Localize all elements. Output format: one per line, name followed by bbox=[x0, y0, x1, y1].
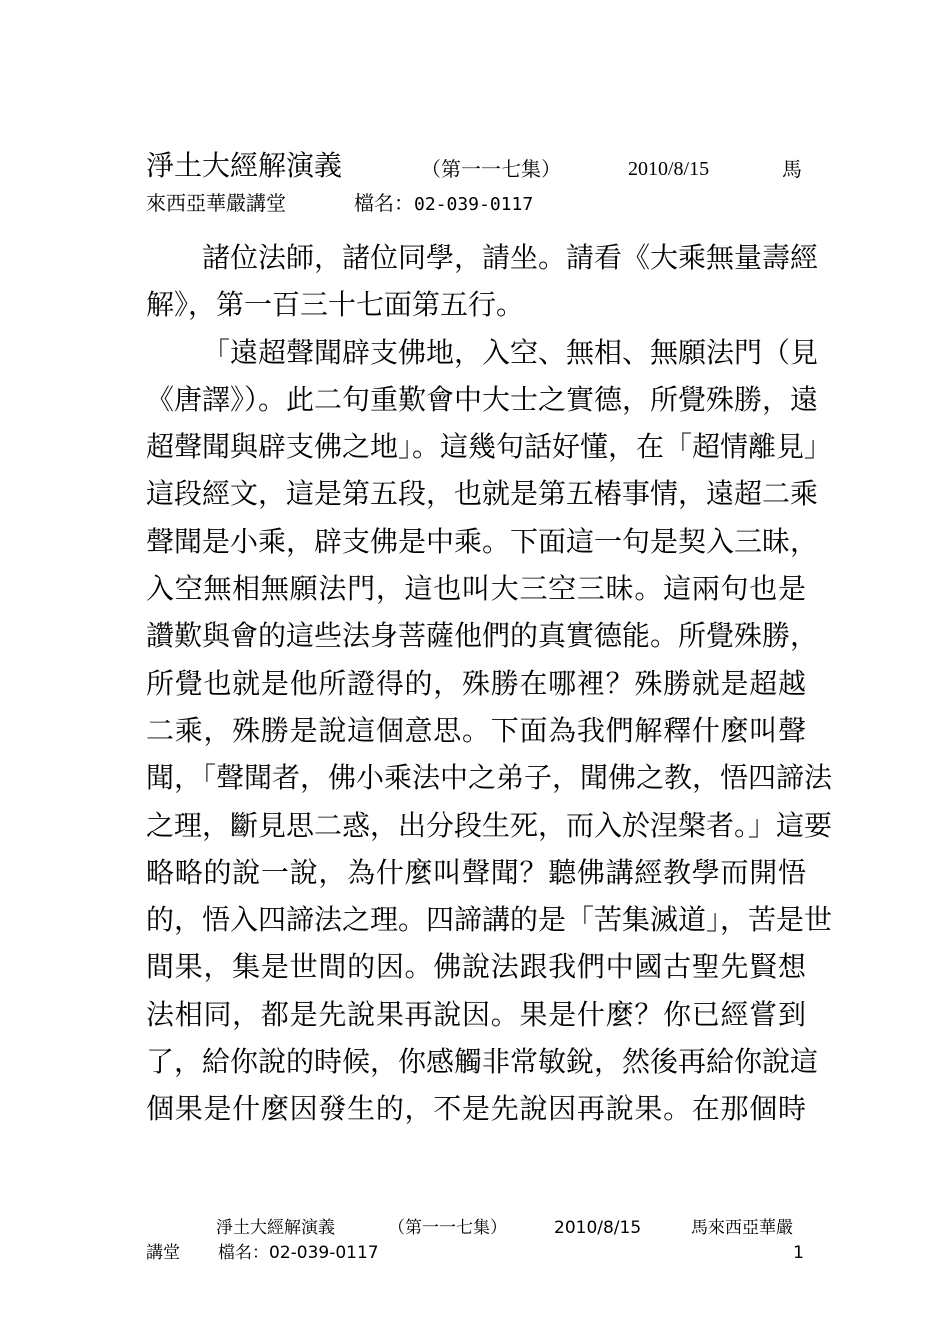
footer-location-part-2: 講堂 bbox=[146, 1243, 180, 1263]
text-line: 聲聞是小乘，辟支佛是中乘。下面這一句是契入三昧， bbox=[146, 524, 819, 558]
file-name bbox=[354, 189, 533, 219]
text-line: 聞，「聲聞者，佛小乘法中之弟子，聞佛之教，悟四諦法 bbox=[146, 761, 833, 795]
header-line-1 bbox=[146, 148, 806, 188]
text-line: 二乘，殊勝是說這個意思。下面為我們解釋什麼叫聲 bbox=[146, 713, 806, 747]
text-line: 讚歎與會的這些法身菩薩他們的真實德能。所覺殊勝， bbox=[146, 619, 819, 653]
text-line: 間果，集是世間的因。佛說法跟我們中國古聖先賢想 bbox=[146, 950, 806, 984]
text-line: 這段經文，這是第五段，也就是第五樁事情，遠超二乘 bbox=[146, 477, 819, 511]
episode-label: （第一一七集） bbox=[421, 157, 561, 181]
text-line: 諸位法師，諸位同學，請坐。請看《大乘無量壽經 bbox=[202, 241, 819, 274]
text-line: 略略的說一說，為什麼叫聲聞？聽佛講經教學而開悟 bbox=[146, 855, 806, 889]
footer-title: 淨土大經解演義 bbox=[216, 1218, 335, 1238]
file-name-value: 02-039-0117 bbox=[414, 194, 534, 215]
text-line: 之理，斷見思二惑，出分段生死，而入於涅槃者。」這要 bbox=[146, 808, 833, 842]
footer-location-part-1: 馬來西亞華嚴 bbox=[691, 1218, 793, 1238]
text-line: 的，悟入四諦法之理。四諦講的是「苦集滅道」，苦是世 bbox=[146, 903, 833, 937]
location-part-1: 馬 bbox=[782, 157, 802, 181]
document-title: 淨土大經解演義 bbox=[146, 149, 343, 182]
header-line-2 bbox=[146, 189, 806, 219]
file-name-label: 檔名： bbox=[354, 191, 414, 215]
page-number: 1 bbox=[793, 1243, 804, 1263]
text-line: 解》，第一百三十七面第五行。 bbox=[146, 288, 525, 322]
lecture-date: 2010/8/15 bbox=[628, 158, 710, 180]
text-line: 入空無相無願法門，這也叫大三空三昧。這兩句也是 bbox=[146, 572, 806, 606]
footer-line-1 bbox=[146, 1216, 806, 1241]
text-line: 法相同，都是先說果再說因。果是什麼？你已經嘗到 bbox=[146, 997, 806, 1031]
text-line: 所覺也就是他所證得的，殊勝在哪裡？殊勝就是超越 bbox=[146, 666, 806, 700]
text-line: 超聲聞與辟支佛之地」。這幾句話好懂，在「超情離見」 bbox=[146, 430, 833, 464]
footer-date: 2010/8/15 bbox=[554, 1218, 642, 1238]
text-line: 《唐譯》）。此二句重歎會中大士之實德，所覺殊勝，遠 bbox=[146, 382, 819, 416]
footer-line-2 bbox=[146, 1241, 806, 1266]
footer-file-name: 檔名：02-039-0117 bbox=[218, 1243, 379, 1263]
page-footer bbox=[146, 1216, 806, 1266]
footer-episode: （第一一七集） bbox=[388, 1218, 507, 1238]
location-part-2: 來西亞華嚴講堂 bbox=[146, 191, 286, 215]
text-line: 個果是什麼因發生的，不是先說因再說果。在那個時 bbox=[146, 1092, 806, 1126]
text-line: 了，給你說的時候，你感觸非常敏銳，然後再給你說這 bbox=[146, 1045, 819, 1079]
document-header bbox=[146, 148, 806, 219]
text-line: 「遠超聲聞辟支佛地，入空、無相、無願法門（見 bbox=[202, 335, 819, 369]
document-body bbox=[146, 234, 833, 1133]
